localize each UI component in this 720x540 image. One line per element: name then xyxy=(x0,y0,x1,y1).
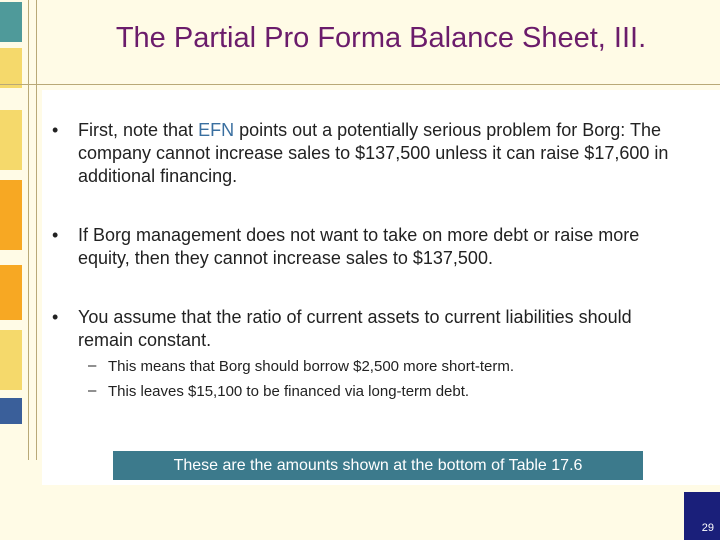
decor-line xyxy=(0,84,720,85)
bullet-1-prefix: First, note that xyxy=(78,120,199,140)
sub-bullet-2: This leaves $15,100 to be financed via long-term debt. xyxy=(108,383,470,400)
decorative-left-strip xyxy=(0,0,42,540)
decor-square xyxy=(0,398,22,424)
slide-title: The Partial Pro Forma Balance Sheet, III. xyxy=(115,22,647,54)
decor-square xyxy=(0,330,22,390)
decor-square xyxy=(0,265,22,320)
bullet-marker: • xyxy=(52,225,59,245)
callout-box: These are the amounts shown at the bottom of Table 17.6 xyxy=(113,451,643,480)
sub-bullet-1: This means that Borg should borrow $2,500 more short-term. xyxy=(108,358,515,375)
bullet-3: You assume that the ratio of current assets to current liabilities should remain constant. xyxy=(78,307,632,350)
decor-square xyxy=(0,48,22,88)
page-number: 29 xyxy=(684,492,720,540)
decor-square xyxy=(0,180,22,250)
efn-highlight: EFN xyxy=(198,120,235,140)
bullet-1-suffix: points out a potentially serious problem for Borg: The company cannot increase sales to $137,500 unless it can raise $17,600 in additional financing. xyxy=(78,120,669,186)
decor-square xyxy=(0,110,22,170)
bullet-marker: • xyxy=(52,120,59,140)
sub-bullet-marker: – xyxy=(88,382,97,399)
sub-bullet-marker: – xyxy=(88,357,97,374)
bullet-2: If Borg management does not want to take on more debt or raise more equity, then they cannot increase sales to $137,500. xyxy=(78,225,640,268)
decor-square xyxy=(0,2,22,42)
bullet-marker: • xyxy=(52,307,59,327)
bullet-1 xyxy=(78,119,678,188)
decor-line xyxy=(36,0,37,460)
decor-line xyxy=(28,0,29,460)
